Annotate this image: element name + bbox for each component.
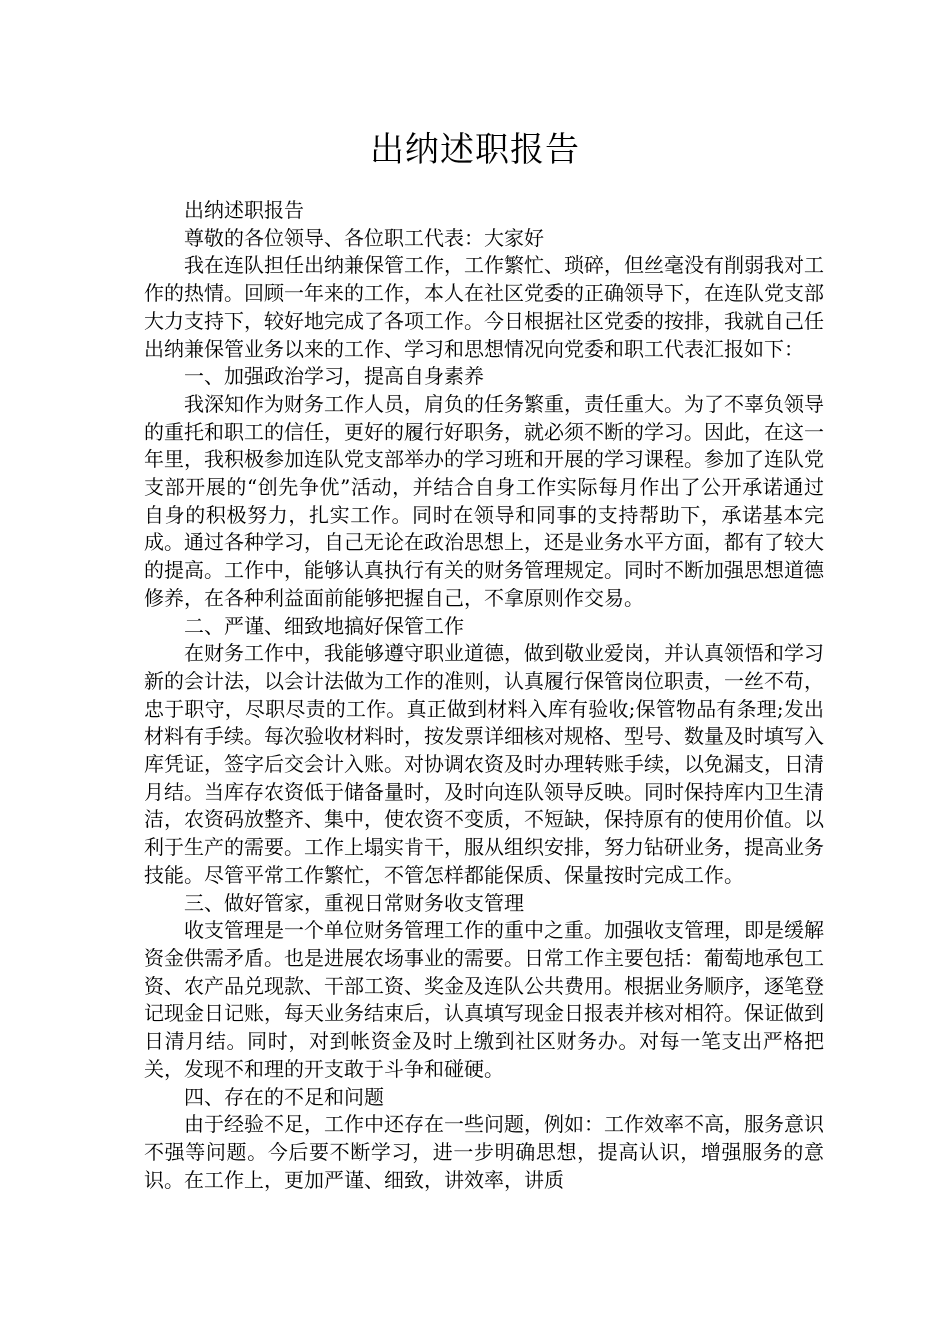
paragraph-intro: 我在连队担任出纳兼保管工作，工作繁忙、琐碎，但丝毫没有削弱我对工作的热情。回顾一年来的工作，本人在社区党委的正确领导下，在连队党支部大力支持下，较好地完成了各项工作。今日根据社区党委的按排，我就自己任出纳兼保管业务以来的工作、学习和思想情况向党委和职工代表汇报如下： — [144, 253, 824, 361]
paragraph-salutation: 尊敬的各位领导、各位职工代表：大家好 — [184, 225, 544, 250]
paragraph-section-1: 我深知作为财务工作人员，肩负的任务繁重，责任重大。为了不辜负领导的重托和职工的信任，更好的履行好职务，就必须不断的学习。因此，在这一年里，我积极参加连队党支部举办的学习班和开展的学习课程。参加了连队党支部开展的“创先争优”活动，并结合自身工作实际每月作出了公开承诺通过自身的积极努力，扎实工作。同时在领导和同事的支持帮助下，承诺基本完成。通过各种学习，自己无论在政治思想上，还是业务水平方面，都有了较大的提高。工作中，能够认真执行有关的财务管理规定。同时不断加强思想道德修养，在各种利益面前能够把握自己，不拿原则作交易。 — [144, 391, 824, 610]
section-heading-3: 三、做好管家，重视日常财务收支管理 — [184, 890, 524, 915]
paragraph-heading-repeat: 出纳述职报告 — [184, 198, 304, 222]
section-heading-1: 一、加强政治学习，提高自身素养 — [184, 364, 484, 389]
paragraph-section-3: 收支管理是一个单位财务管理工作的重中之重。加强收支管理，即是缓解资金供需矛盾。也是进展农场事业的需要。日常工作主要包括：葡萄地承包工资、农产品兑现款、干部工资、奖金及连队公共费用。根据业务顺序，逐笔登记现金日记账，每天业务结束后，认真填写现金日报表并核对相符。保证做到日清月结。同时，对到帐资金及时上缴到社区财务办。对每一笔支出严格把关，发现不和理的开支敢于斗争和碰硬。 — [144, 918, 824, 1081]
section-heading-4: 四、存在的不足和问题 — [184, 1084, 384, 1109]
document-title: 出纳述职报告 — [370, 130, 580, 170]
paragraph-section-2: 在财务工作中，我能够遵守职业道德，做到敬业爱岗，并认真领悟和学习新的会计法，以会计法做为工作的准则，认真履行保管岗位职责，一丝不苟，忠于职守，尽职尽责的工作。真正做到材料入库有验收;保管物品有条理;发出材料有手续。每次验收材料时，按发票详细核对规格、型号、数量及时填写入库凭证，签字后交会计入账。对协调农资及时办理转账手续，以免漏支，日清月结。当库存农资低于储备量时，及时向连队领导反映。同时保持库内卫生清洁，农资码放整齐、集中，使农资不变质，不短缺，保持原有的使用价值。以利于生产的需要。工作上塌实肯干，服从组织安排，努力钻研业务，提高业务技能。尽管平常工作繁忙，不管怎样都能保质、保量按时完成工作。 — [144, 641, 824, 887]
section-heading-2: 二、严谨、细致地搞好保管工作 — [184, 613, 464, 638]
paragraph-section-4: 由于经验不足，工作中还存在一些问题，例如：工作效率不高，服务意识不强等问题。今后要不断学习，进一步明确思想，提高认识，增强服务的意识。在工作上，更加严谨、细致，讲效率，讲质 — [144, 1112, 824, 1192]
document-body — [144, 197, 824, 1194]
